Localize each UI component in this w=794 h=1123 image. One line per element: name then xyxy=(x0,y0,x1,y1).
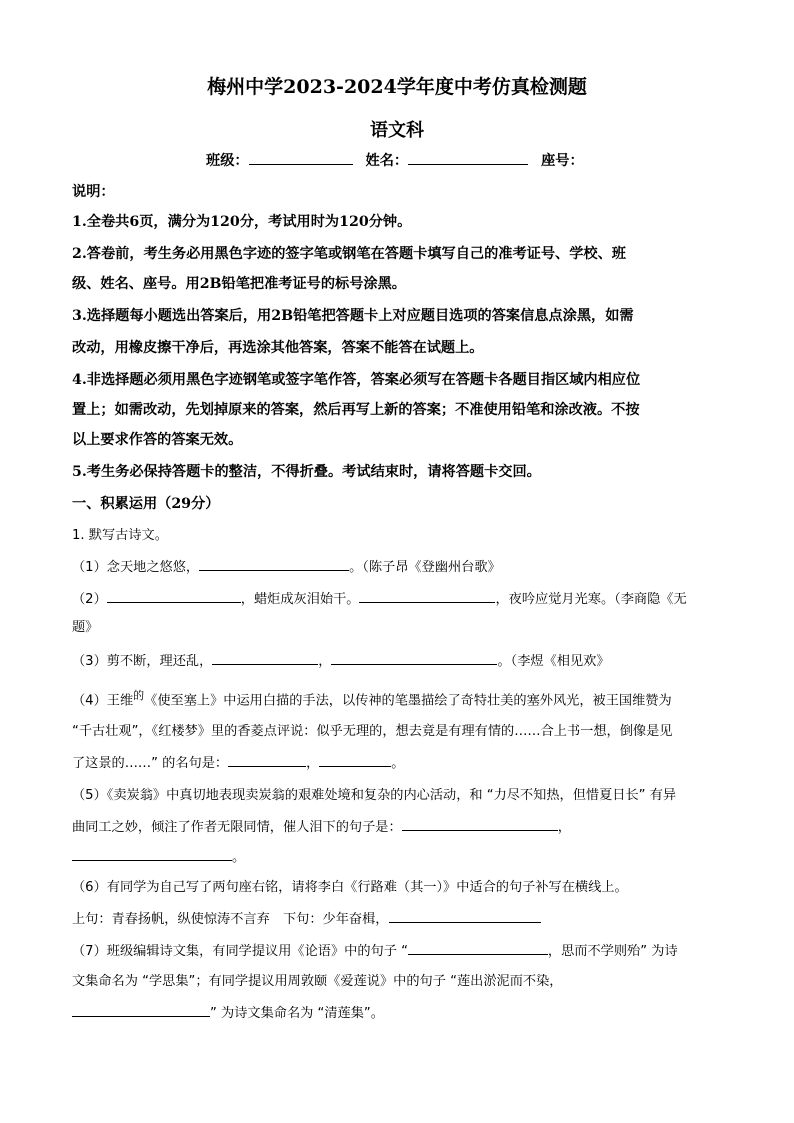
answer-blank[interactable] xyxy=(107,588,241,603)
instruction-3b: 改动，用橡皮擦干净后，再选涂其他答案，答案不能答在试题上。 xyxy=(72,340,484,356)
instruction-5: 5.考生务必保持答题卡的整洁，不得折叠。考试结束时，请将答题卡交回。 xyxy=(72,464,541,480)
question-1-part-5-end: 。 xyxy=(72,846,734,868)
instruction-4b: 置上；如需改动，先划掉原来的答案，然后再写上新的答案；不准使用铅笔和涂改液。不按 xyxy=(72,402,640,418)
question-1-part-7-cont: 文集命名为 “学思集”；有同学提议用周敦颐《爱莲说》中的句子 “莲出淤泥而不染， xyxy=(72,974,563,989)
answer-blank[interactable] xyxy=(331,650,497,665)
question-1-part-1: （1）念天地之悠悠， 。（陈子昂《登幽州台歌》 xyxy=(72,556,734,578)
question-1-part-6-cont: 上句：青春扬帆，纵使惊涛不言弃 下句：少年奋楫， xyxy=(72,908,734,930)
question-1-part-5-cont: 曲同工之妙，倾注了作者无限同情，催人泪下的句子是： ， xyxy=(72,816,734,838)
answer-blank[interactable] xyxy=(72,846,232,861)
question-1-part-6: （6）有同学为自己写了两句座右铭，请将李白《行路难（其一）》中适合的句子补写在横线上。 xyxy=(72,880,628,895)
class-field[interactable] xyxy=(249,150,353,165)
answer-blank[interactable] xyxy=(389,908,541,923)
seat-label: 座号： xyxy=(541,153,584,169)
instruction-2b: 级、姓名、座号。用2B铅笔把准考证号的标号涂黑。 xyxy=(72,276,406,292)
answer-blank[interactable] xyxy=(408,940,548,955)
question-1-part-2-cont: 题》 xyxy=(72,620,99,635)
question-1-part-3: （3）剪不断，理还乱， ， 。（李煜《相见欢》 xyxy=(72,650,734,672)
question-1-part-2: （2） ，蜡炬成灰泪始干。 ，夜吟应觉月光寒。（李商隐《无 xyxy=(72,588,734,610)
exam-title: 梅州中学2023-2024学年度中考仿真检测题 xyxy=(207,76,587,98)
instruction-4a: 4.非选择题必须用黑色字迹钢笔或签字笔作答，答案必须写在答题卡各题目指区域内相应位 xyxy=(72,372,641,388)
question-1: 1. 默写古诗文。 xyxy=(72,528,168,543)
subject-title: 语文科 xyxy=(370,120,424,141)
answer-blank[interactable] xyxy=(72,1002,210,1017)
name-field[interactable] xyxy=(408,150,528,165)
instruction-2a: 2.答卷前，考生务必用黑色字迹的签字笔或钢笔在答题卡填写自己的准考证号、学校、班 xyxy=(72,246,626,262)
question-1-part-7-end: ” 为诗文集命名为 “清莲集”。 xyxy=(72,1002,734,1024)
answer-blank[interactable] xyxy=(402,816,558,831)
answer-blank[interactable] xyxy=(359,588,495,603)
question-1-part-4-end: 了这景的……” 的名句是： ， 。 xyxy=(72,752,734,774)
instruction-1: 1.全卷共6页，满分为120分，考试用时为120分钟。 xyxy=(72,214,412,230)
question-1-part-4: （4）王维$^的$《使至塞上》中运用白描的手法，以传神的笔墨描绘了奇特壮美的塞外风光，被王国维赞为 xyxy=(72,689,672,709)
class-label: 班级： xyxy=(206,153,249,169)
student-info-row xyxy=(206,150,734,171)
name-label: 姓名： xyxy=(365,153,409,169)
answer-blank[interactable] xyxy=(319,752,391,767)
question-1-part-5: （5）《卖炭翁》中真切地表现卖炭翁的艰难处境和复杂的内心活动，和 “力尽不知热，但惜夏日长” 有异 xyxy=(72,788,677,803)
instruction-3a: 3.选择题每小题选出答案后，用2B铅笔把答题卡上对应题目选项的答案信息点涂黑，如需 xyxy=(72,308,634,324)
question-1-part-4-cont: “千古壮观”，《红楼梦》里的香菱点评说：似乎无理的，想去竟是有理有情的……合上书一想，倒像是见 xyxy=(72,724,673,739)
answer-blank[interactable] xyxy=(212,650,318,665)
answer-blank[interactable] xyxy=(228,752,306,767)
instructions-heading: 说明： xyxy=(72,184,115,200)
question-1-part-7: （7）班级编辑诗文集，有同学提议用《论语》中的句子 “ ，思而不学则殆” 为诗 xyxy=(72,940,734,962)
instruction-4c: 以上要求作答的答案无效。 xyxy=(72,432,243,448)
answer-blank[interactable] xyxy=(199,556,349,571)
section-heading: 一、积累运用（29分） xyxy=(72,496,220,512)
